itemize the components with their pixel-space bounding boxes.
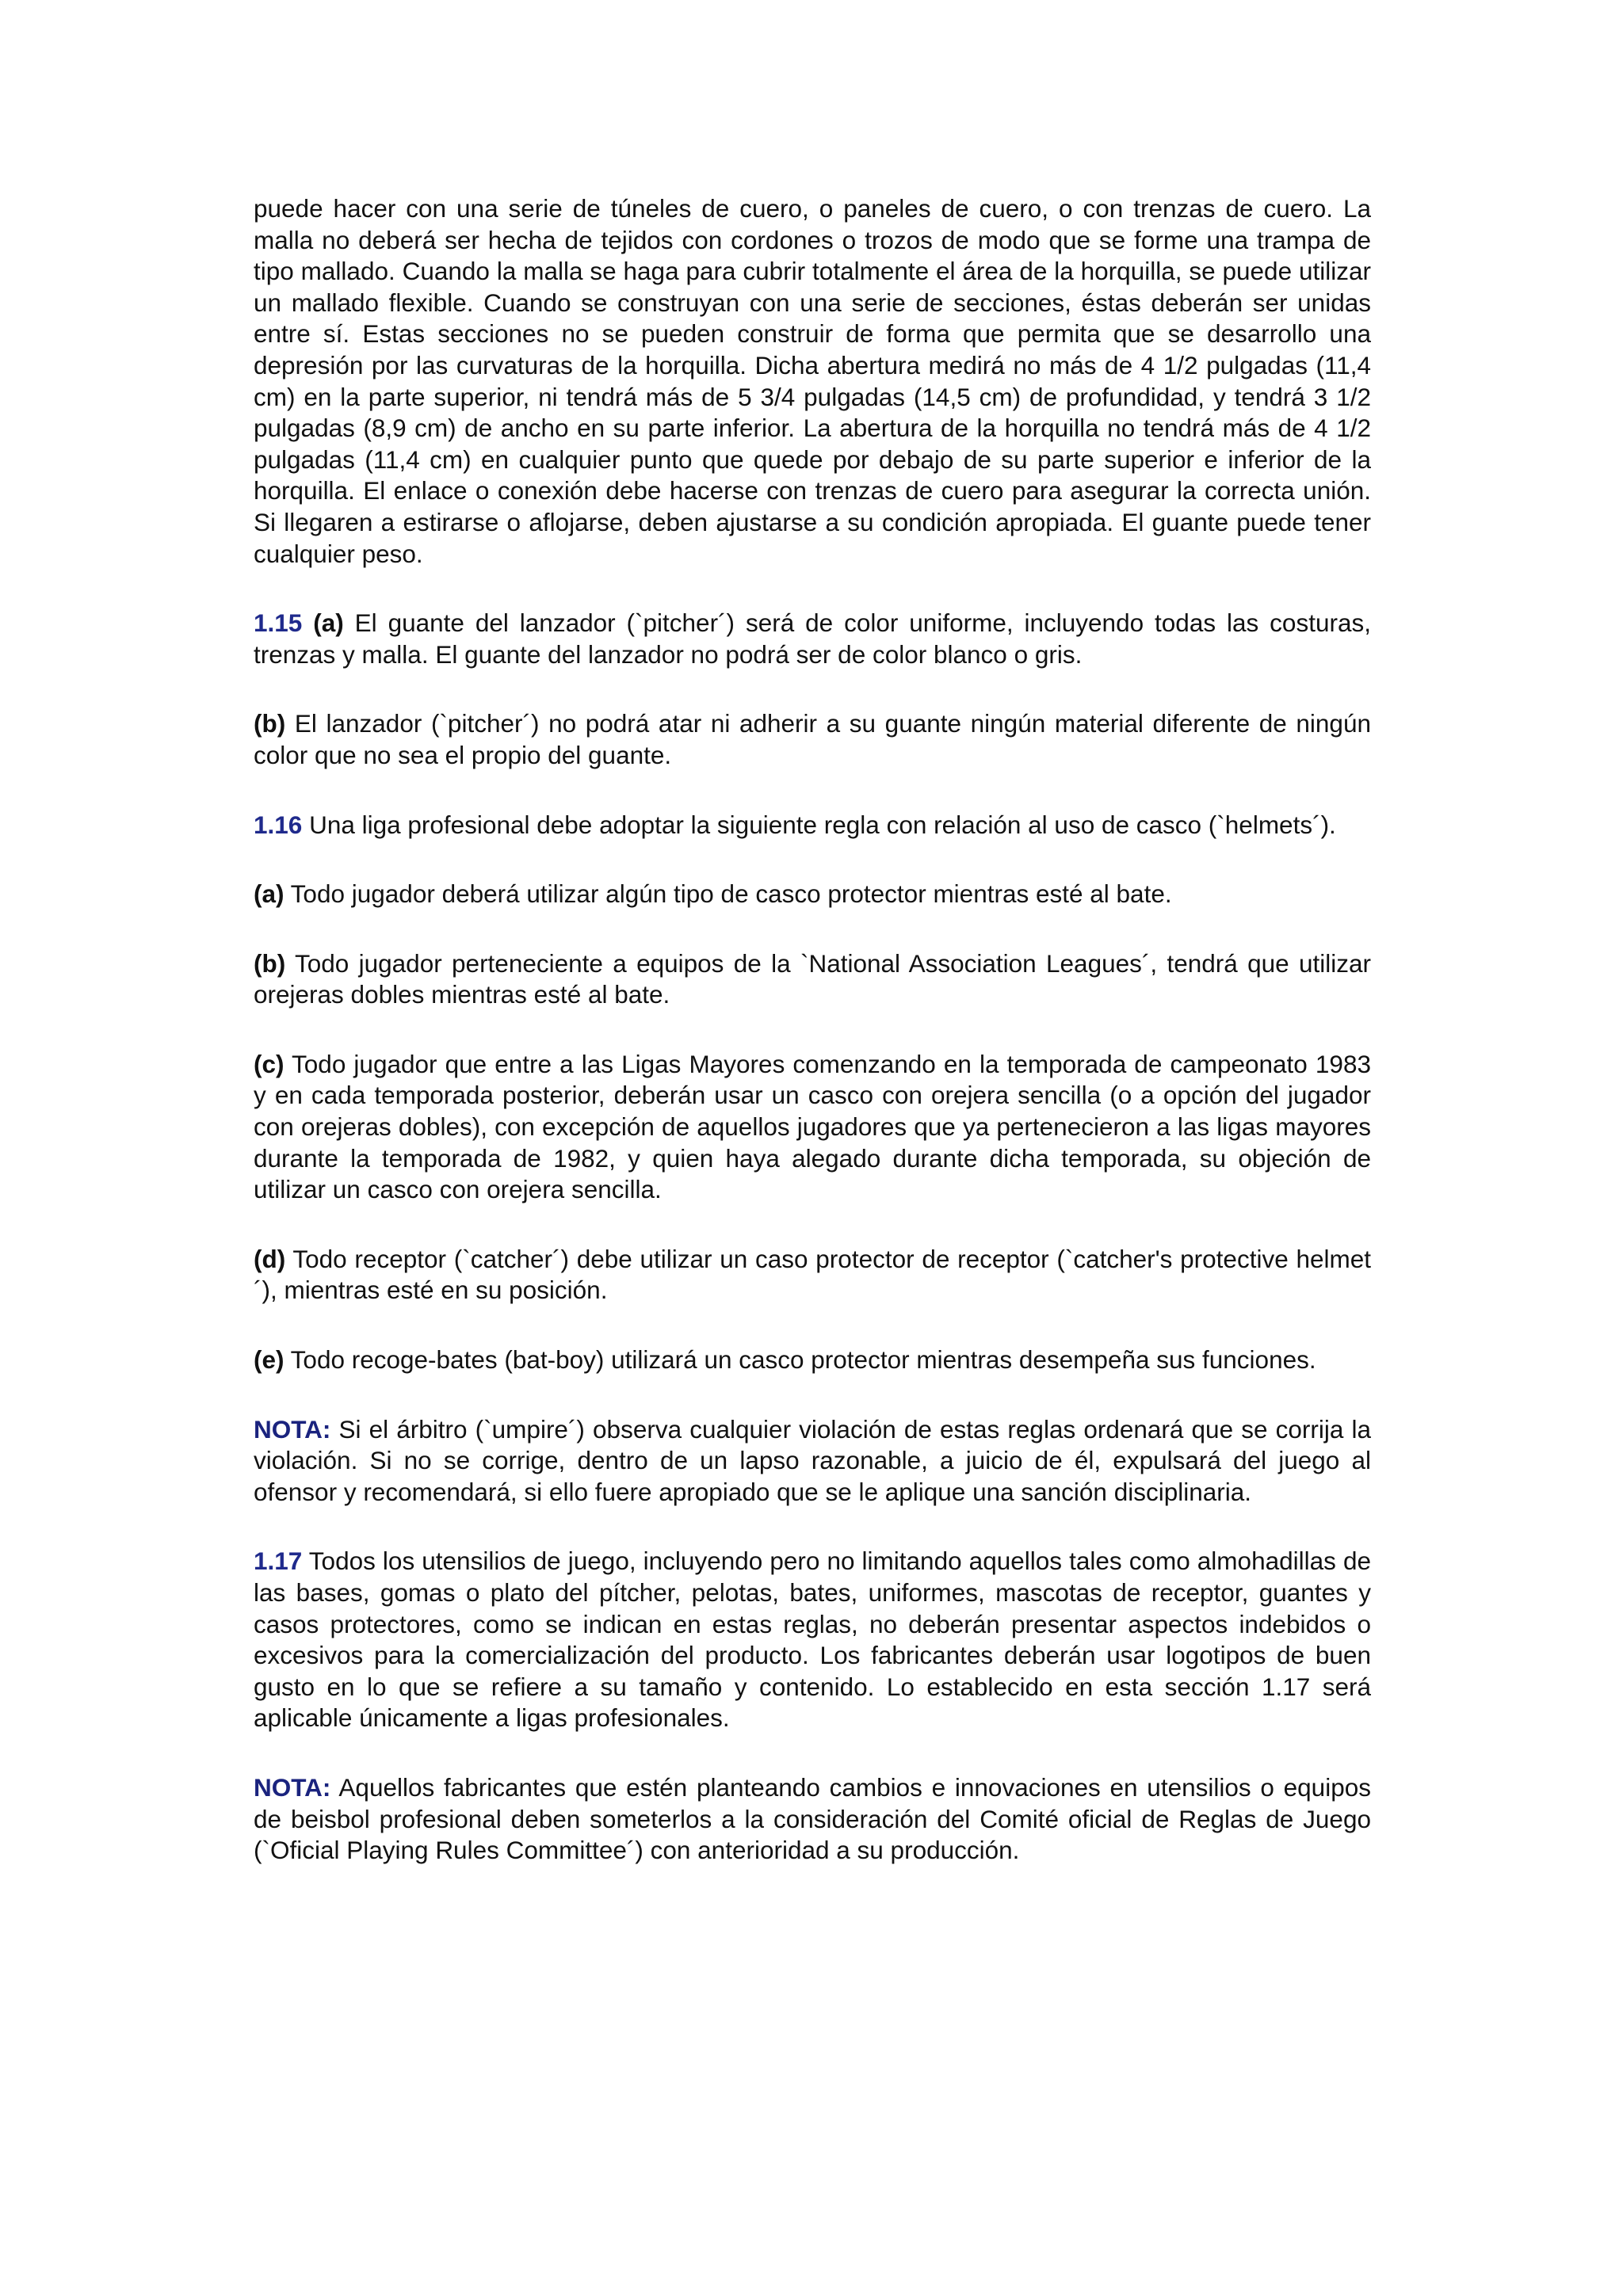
paragraph-rule-1-16-a: [254, 879, 1371, 910]
paragraph-text: Aquellos fabricantes que estén planteando cambios e innovaciones en utensilios o equipos de beisbol profesional deben someterlos a la consideración del Comité oficial de Reglas de Juego (`Oficial Playing Rules Committee´) con anterioridad a su producción.: [254, 1772, 1371, 1865]
paragraph-text: Todo recoge-bates (bat-boy) utilizará un casco protector mientras desempeña sus funciones.: [284, 1345, 1316, 1375]
paragraph-text: Si el árbitro (`umpire´) observa cualquier violación de estas reglas ordenará que se corrija la violación. Si no se corrige, dentro de un lapso razonable, a juicio de él, expulsará del juego al ofensor y recomendará, si ello fuere apropiado que se le aplique una sanción disciplinaria.: [254, 1414, 1371, 1506]
paragraph-text: Todo receptor (`catcher´) debe utilizar un caso protector de receptor (`catcher's protective helmet´), mientras esté en su posición.: [254, 1244, 1371, 1305]
paragraph-rule-1-16-b: [254, 948, 1371, 1011]
paragraph-rule-1-16-c: [254, 1049, 1371, 1206]
paragraph-nota-umpire: [254, 1414, 1371, 1508]
nota-label: NOTA:: [254, 1772, 331, 1802]
paragraph-text: El guante del lanzador (`pitcher´) será de color uniforme, incluyendo todas las costuras, trenzas y malla. El guante del lanzador no podrá ser de color blanco o gris.: [254, 608, 1371, 669]
paragraph-rule-1-15-b: [254, 708, 1371, 771]
paragraph-rule-1-16: [254, 810, 1371, 841]
paragraph-text: Todo jugador deberá utilizar algún tipo de casco protector mientras esté al bate.: [284, 879, 1172, 909]
document-page: [254, 193, 1371, 1905]
paragraph-rule-1-16-e: [254, 1344, 1371, 1376]
paragraph-rule-1-17: [254, 1546, 1371, 1734]
paragraph-rule-1-16-d: [254, 1244, 1371, 1306]
item-label: (a): [254, 879, 285, 909]
paragraph-text: Una liga profesional debe adoptar la siguiente regla con relación al uso de casco (`helmets´).: [302, 810, 1336, 839]
paragraph-text: Todo jugador perteneciente a equipos de la `National Association Leagues´, tendrá que utilizar orejeras dobles mientras esté al bate.: [254, 948, 1371, 1009]
paragraph-glove-webbing: [254, 193, 1371, 570]
section-number: 1.17: [254, 1547, 303, 1576]
paragraph-text: puede hacer con una serie de túneles de cuero, o paneles de cuero, o con trenzas de cuero. La malla no deberá ser hecha de tejidos con cordones o trozos de modo que se forme una trampa de tipo mallado. Cuando la malla se haga para cubrir totalmente el área de la horquilla, se puede utilizar un mallado flexible. Cuando se construyan con una serie de secciones, éstas deberán ser unidas entre sí. Estas secciones no se pueden construir de forma que permita que se desarrollo una depresión por las curvaturas de la horquilla. Dicha abertura medirá no más de 4 1/2 pulgadas (11,4 cm) en la parte superior, ni tendrá más de 5 3/4 pulgadas (14,5 cm) de profundidad, y tendrá 3 1/2 pulgadas (8,9 cm) de ancho en su parte inferior. La abertura de la horquilla no tendrá más de 4 1/2 pulgadas (11,4 cm) en cualquier punto que quede por debajo de su parte superior e inferior de la horquilla. El enlace o conexión debe hacerse con trenzas de cuero para asegurar la correcta unión. Si llegaren a estirarse o aflojarse, deben ajustarse a su condición apropiada. El guante puede tener cualquier peso.: [254, 194, 1371, 568]
item-label: (b): [254, 948, 286, 978]
paragraph-text: Todo jugador que entre a las Ligas Mayores comenzando en la temporada de campeonato 1983 y en cada temporada posterior, deberán usar un casco con orejera sencilla (o a opción del jugador con orejeras dobles), con excepción de aquellos jugadores que ya pertenecieron a las ligas mayores durante la temporada de 1982, y quien haya alegado durante dicha temporada, su objeción de utilizar un casco con orejera sencilla.: [254, 1049, 1371, 1204]
item-label: (c): [254, 1049, 285, 1078]
item-label: (b): [254, 709, 286, 738]
paragraph-text: Todos los utensilios de juego, incluyendo pero no limitando aquellos tales como almohadillas de las bases, gomas o plato del pítcher, pelotas, bates, uniformes, mascotas de receptor, guantes y casos protectores, como se indican en estas reglas, no deberán presentar aspectos indebidos o excesivos para la comercialización del producto. Los fabricantes deberán usar logotipos de buen gusto en lo que se refiere a su tamaño y contenido. Lo establecido en esta sección 1.17 será aplicable únicamente a ligas profesionales.: [254, 1547, 1371, 1733]
nota-label: NOTA:: [254, 1414, 331, 1444]
section-number: 1.16: [254, 810, 303, 839]
paragraph-text: El lanzador (`pitcher´) no podrá atar ni adherir a su guante ningún material diferente de ningún color que no sea el propio del guante.: [254, 709, 1371, 769]
paragraph-rule-1-15-a: [254, 608, 1371, 670]
item-label: (a): [313, 608, 344, 638]
section-number: 1.15: [254, 608, 303, 638]
paragraph-nota-manufacturers: [254, 1772, 1371, 1867]
item-label: (e): [254, 1345, 285, 1375]
item-label: (d): [254, 1244, 286, 1273]
